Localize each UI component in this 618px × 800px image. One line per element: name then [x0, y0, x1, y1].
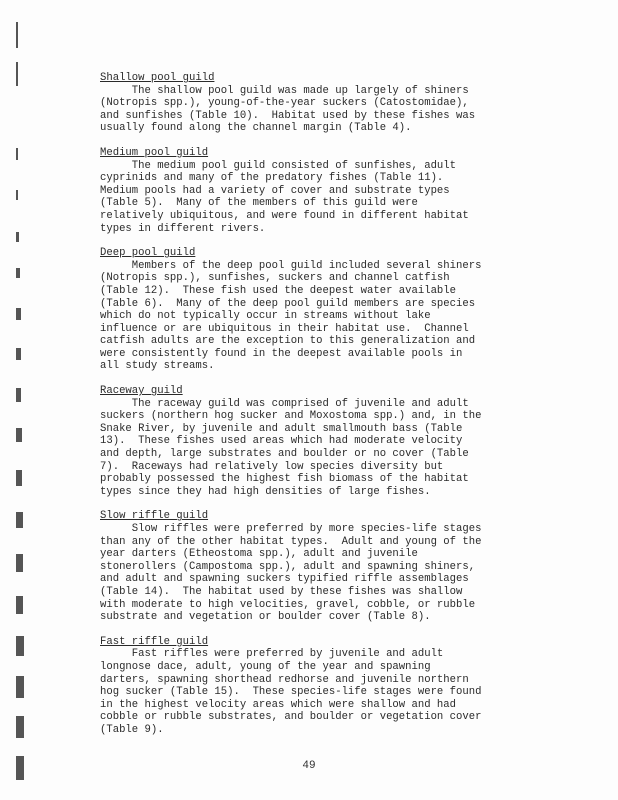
margin-mark [16, 428, 22, 442]
text-line: types since they had high densities of large fishes. [100, 485, 431, 498]
margin-mark [16, 268, 20, 278]
text-line: types in different rivers. [100, 222, 266, 235]
text-line: substrate and vegetation or boulder cover (Table 8). [100, 611, 431, 624]
text-line: (Table 5). Many of the members of this guild were [100, 197, 418, 210]
margin-mark [16, 554, 23, 572]
text-line: Snake River, by juvenile and adult smallmouth bass (Table [100, 422, 463, 435]
text-line: (Table 6). Many of the deep pool guild members are species [100, 297, 476, 310]
section-heading: Deep pool guild [100, 247, 196, 260]
text-line: Members of the deep pool guild included several shiners [100, 259, 482, 272]
section-heading: Fast riffle guild [100, 635, 209, 648]
text-line: suckers (northern hog sucker and Moxostoma spp.) and, in the [100, 410, 482, 423]
text-line: (Table 14). The habitat used by these fishes was shallow [100, 585, 463, 598]
text-line: with moderate to high velocities, gravel, cobble, or rubble [100, 598, 476, 611]
text-line: 7). Raceways had relatively low species diversity but [100, 460, 444, 473]
text-line: catfish adults are the exception to this generalization and [100, 335, 476, 348]
section-shallow-pool-guild [100, 72, 540, 135]
text-line: and sunfishes (Table 10). Habitat used by these fishes was [100, 109, 476, 122]
text-line: and adult and spawning suckers typified riffle assemblages [100, 573, 469, 586]
text-line: (Table 12). These fish used the deepest water available [100, 284, 457, 297]
text-line: stonerollers (Campostoma spp.), adult and spawning shiners, [100, 560, 476, 573]
section-heading: Raceway guild [100, 385, 183, 398]
text-line: and depth, large substrates and boulder or no cover (Table [100, 448, 469, 461]
margin-mark [16, 636, 24, 656]
margin-mark [16, 190, 18, 200]
margin-mark [16, 148, 18, 160]
margin-mark [16, 512, 23, 528]
text-line: which do not typically occur in streams without lake [100, 310, 431, 323]
section-heading: Shallow pool guild [100, 72, 215, 84]
page-number: 49 [302, 760, 316, 772]
margin-mark [16, 348, 21, 360]
text-line: 13). These fishes used areas which had moderate velocity [100, 435, 463, 448]
text-line: in the highest velocity areas which were shallow and had [100, 698, 457, 711]
text-line: The medium pool guild consisted of sunfishes, adult [100, 159, 457, 172]
text-line: cobble or rubble substrates, and boulder or vegetation cover [100, 711, 482, 724]
text-line: (Table 9). [100, 723, 164, 736]
text-line: influence or are ubiquitous in their habitat use. Channel [100, 322, 469, 335]
margin-mark [16, 232, 19, 242]
section-fast-riffle-guild [100, 636, 540, 737]
text-line: hog sucker (Table 15). These species-life stages were found [100, 686, 482, 699]
text-line: longnose dace, adult, young of the year and spawning [100, 660, 431, 673]
margin-mark [16, 596, 23, 614]
section-heading: Medium pool guild [100, 146, 209, 159]
binding-margin-marks [6, 0, 32, 800]
text-line: darters, spawning shorthead redhorse and juvenile northern [100, 673, 469, 686]
margin-mark [16, 716, 24, 738]
text-line: (Notropis spp.), young-of-the-year suckers (Catostomidae), [100, 97, 469, 110]
body-text [100, 72, 540, 749]
text-line: usually found along the channel margin (Table 4). [100, 122, 412, 135]
text-line: probably possessed the highest fish biomass of the habitat [100, 473, 469, 486]
margin-mark [16, 388, 21, 402]
text-line: relatively ubiquitous, and were found in different habitat [100, 209, 469, 222]
text-line: all study streams. [100, 360, 215, 373]
text-line: cyprinids and many of the predatory fishes (Table 11). [100, 172, 444, 185]
text-line: Medium pools had a variety of cover and substrate types [100, 184, 450, 197]
text-line: (Notropis spp.), sunfishes, suckers and channel catfish [100, 272, 450, 285]
margin-mark [16, 308, 21, 320]
text-line: The shallow pool guild was made up largely of shiners [100, 84, 469, 97]
section-deep-pool-guild [100, 247, 540, 373]
text-line: year darters (Etheostoma spp.), adult and juvenile [100, 548, 418, 561]
margin-mark [16, 62, 18, 86]
text-line: than any of the other habitat types. Adult and young of the [100, 535, 482, 548]
text-line: Slow riffles were preferred by more species-life stages [100, 523, 482, 535]
section-slow-riffle-guild [100, 510, 540, 623]
margin-mark [16, 470, 22, 486]
text-line: The raceway guild was comprised of juvenile and adult [100, 397, 469, 410]
text-line: Fast riffles were preferred by juvenile and adult [100, 648, 444, 661]
section-heading: Slow riffle guild [100, 510, 209, 523]
section-medium-pool-guild [100, 147, 540, 235]
margin-mark [16, 676, 24, 698]
text-line: were consistently found in the deepest available pools in [100, 347, 463, 360]
section-raceway-guild [100, 385, 540, 498]
margin-mark [16, 22, 18, 48]
